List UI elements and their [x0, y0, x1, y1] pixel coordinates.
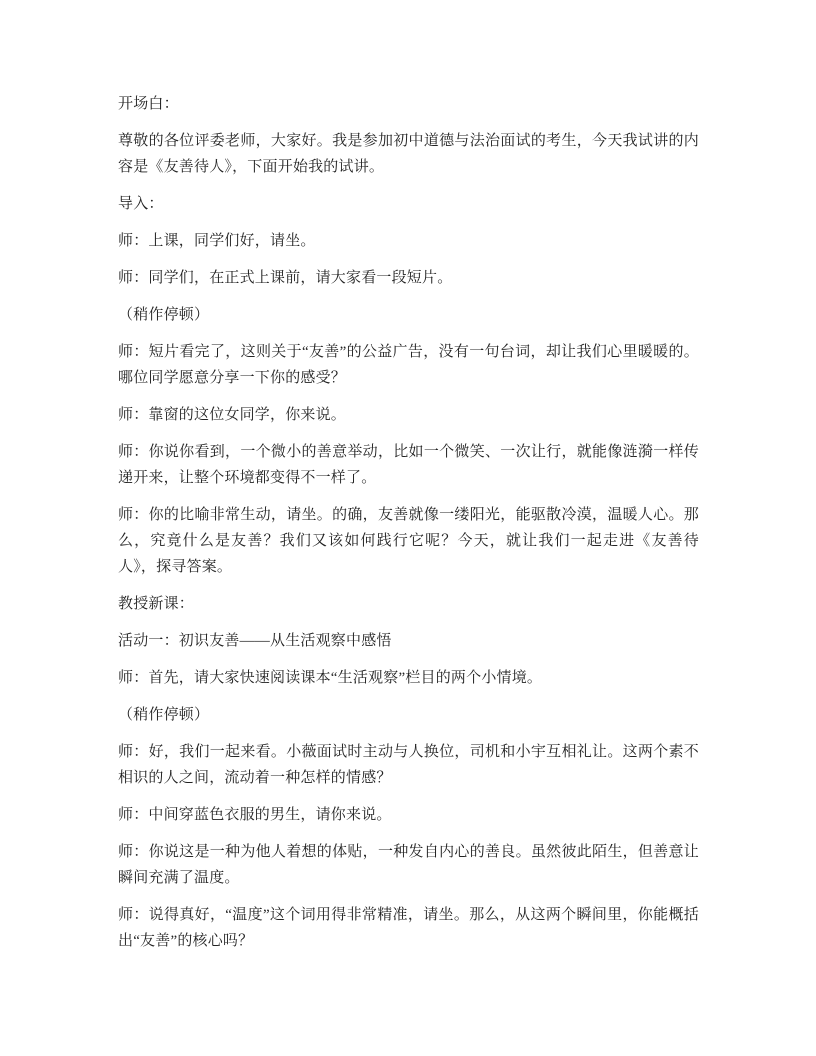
activity-one-title: 活动一：初识友善——从生活观察中感悟	[118, 633, 392, 649]
teacher-line-video-comment: 师：短片看完了，这则关于“友善”的公益广告，没有一句台词，却让我们心里暖暖的。哪位同学愿意分享一下你的感受？	[118, 344, 699, 386]
section-label-new-lesson: 教授新课：	[118, 596, 195, 612]
teacher-line-call-student-1: 师：靠窗的这位女同学，你来说。	[118, 407, 347, 423]
section-label-lead-in: 导入：	[118, 196, 164, 212]
teacher-line-student-answer-1: 师：你说你看到，一个微小的善意举动，比如一个微笑、一次让行，就能像涟漪一样传递开来，让整个环境都变得不一样了。	[118, 444, 699, 486]
section-label-opening: 开场白：	[118, 96, 179, 112]
teacher-line-scenario-question: 师：好，我们一起来看。小薇面试时主动与人换位，司机和小宇互相礼让。这两个素不相识的人之间，流动着一种怎样的情感？	[118, 744, 699, 786]
teacher-line-topic-intro: 师：你的比喻非常生动，请坐。的确，友善就像一缕阳光，能驱散冷漠，温暖人心。那么，究竟什么是友善？我们又该如何践行它呢？今天，就让我们一起走进《友善待人》，探寻答案。	[118, 507, 699, 575]
teacher-line-read-textbook: 师：首先，请大家快速阅读课本“生活观察”栏目的两个小情境。	[118, 670, 543, 686]
opening-remarks-paragraph: 尊敬的各位评委老师，大家好。我是参加初中道德与法治面试的考生，今天我试讲的内容是《友善待人》，下面开始我的试讲。	[118, 133, 699, 175]
teacher-line-core-question: 师：说得真好，“温度”这个词用得非常精准，请坐。那么，从这两个瞬间里，你能概括出“友善”的核心吗？	[118, 907, 699, 949]
teacher-line-watch-video: 师：同学们，在正式上课前，请大家看一段短片。	[118, 270, 453, 286]
stage-direction-pause-1: （稍作停顿）	[118, 307, 210, 323]
teacher-line-student-answer-2: 师：你说这是一种为他人着想的体贴，一种发自内心的善良。虽然彼此陌生，但善意让瞬间充满了温度。	[118, 844, 699, 886]
teacher-line-class-start: 师：上课，同学们好，请坐。	[118, 233, 316, 249]
stage-direction-pause-2: （稍作停顿）	[118, 707, 210, 723]
teacher-line-call-student-2: 师：中间穿蓝色衣服的男生，请你来说。	[118, 807, 392, 823]
